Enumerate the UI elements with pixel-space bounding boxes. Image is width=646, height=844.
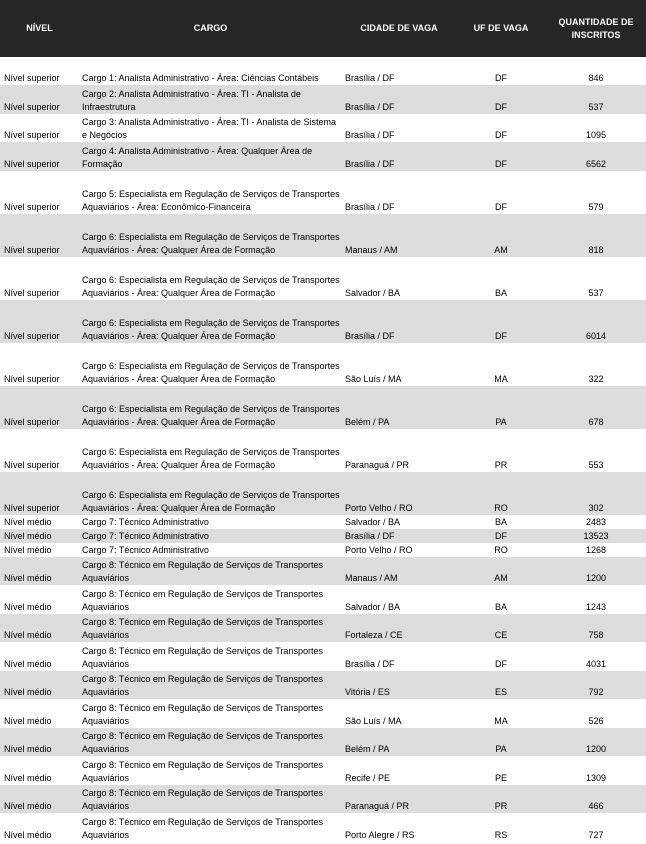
cell-cargo: Cargo 8: Técnico em Regulação de Serviços de Transportes Aquaviários — [79, 785, 342, 813]
cell-uf: DF — [456, 142, 546, 171]
cell-cargo: Cargo 7: Técnico Administrativo — [82, 517, 209, 527]
cell-cargo: Cargo 8: Técnico em Regulação de Serviços de Transportes Aquaviários — [82, 646, 323, 669]
header-nivel: NÍVEL — [0, 0, 79, 57]
cell-cargo: Cargo 6: Especialista em Regulação de Serviços de Transportes Aquaviários - Área: Qualquer Área de Formação — [79, 214, 342, 257]
table-row — [0, 57, 646, 85]
header-quantidade-line1: QUANTIDADE DE — [558, 16, 634, 27]
cell-quantidade: 526 — [588, 716, 604, 726]
cell-cidade: Paranaguá / PR — [342, 785, 456, 813]
cell-nivel: Nível superior — [4, 202, 60, 212]
cell-cidade: Brasília / DF — [342, 142, 456, 171]
cell-quantidade: 2483 — [585, 517, 607, 527]
table-row — [0, 699, 646, 728]
cell-cidade: Brasília / DF — [345, 202, 395, 212]
cell-quantidade: 1243 — [585, 602, 607, 612]
cell-nivel: Nível superior — [0, 214, 79, 257]
table-row — [0, 429, 646, 472]
cell-quantidade: 302 — [546, 472, 646, 515]
cell-cargo: Cargo 6: Especialista em Regulação de Serviços de Transportes Aquaviários - Área: Qualquer Área de Formação — [82, 275, 340, 298]
cell-quantidade: 4031 — [585, 659, 607, 669]
cell-cidade: Salvador / BA — [345, 517, 401, 527]
cell-uf: BA — [494, 288, 507, 298]
cell-nivel: Nível superior — [4, 288, 60, 298]
cell-nivel: Nível médio — [4, 545, 52, 555]
table-row — [0, 300, 646, 343]
cell-quantidade: 846 — [588, 73, 604, 83]
cell-uf: AM — [456, 214, 546, 257]
cell-uf: RO — [494, 545, 508, 555]
cell-quantidade: 322 — [588, 374, 604, 384]
header-uf: UF DE VAGA — [456, 0, 546, 57]
table-row — [0, 728, 646, 756]
table-row — [0, 614, 646, 642]
cell-uf: PA — [456, 728, 546, 756]
cell-uf: DF — [495, 202, 507, 212]
cell-uf: RO — [456, 472, 546, 515]
cell-nivel: Nível médio — [4, 830, 52, 840]
table-row — [0, 785, 646, 813]
cell-nivel: Nível superior — [0, 386, 79, 429]
cell-cargo: Cargo 8: Técnico em Regulação de Serviços de Transportes Aquaviários — [82, 703, 323, 726]
cell-uf: CE — [456, 614, 546, 642]
table-row — [0, 114, 646, 142]
cell-cidade: Brasília / DF — [342, 85, 456, 114]
table-row — [0, 214, 646, 257]
header-cargo: CARGO — [79, 0, 342, 57]
cell-cargo: Cargo 3: Analista Administrativo - Área: TI - Analista de Sistema e Negócios — [82, 117, 336, 140]
cell-cidade: Manaus / AM — [342, 557, 456, 585]
cell-nivel: Nível médio — [0, 785, 79, 813]
cell-quantidade: 553 — [588, 460, 604, 470]
table-row — [0, 386, 646, 429]
cell-cargo: Cargo 2: Analista Administrativo - Área: TI - Analista de Infraestrutura — [79, 85, 342, 114]
table-row — [0, 756, 646, 785]
table-row — [0, 543, 646, 557]
cell-cidade: Brasília / DF — [342, 529, 456, 543]
cell-quantidade: 792 — [546, 671, 646, 699]
cell-uf: AM — [456, 557, 546, 585]
cell-cidade: Belém / PA — [342, 386, 456, 429]
cell-quantidade: 727 — [588, 830, 604, 840]
table-row — [0, 585, 646, 614]
cell-nivel: Nível médio — [4, 602, 52, 612]
cell-nivel: Nível médio — [0, 614, 79, 642]
cell-cargo: Cargo 7: Técnico Administrativo — [79, 529, 342, 543]
cell-uf: DF — [495, 130, 507, 140]
cell-cargo: Cargo 8: Técnico em Regulação de Serviços de Transportes Aquaviários — [82, 760, 323, 783]
cell-cidade: São Luís / MA — [345, 374, 402, 384]
cell-uf: DF — [495, 73, 507, 83]
cell-cargo: Cargo 8: Técnico em Regulação de Serviços de Transportes Aquaviários — [82, 589, 323, 612]
cell-uf: ES — [456, 671, 546, 699]
cell-quantidade: 13523 — [546, 529, 646, 543]
cell-nivel: Nível superior — [4, 73, 60, 83]
table-row — [0, 171, 646, 214]
cell-cidade: Vitória / ES — [342, 671, 456, 699]
cell-quantidade: 1309 — [585, 773, 607, 783]
cell-uf: DF — [456, 529, 546, 543]
cell-cargo: Cargo 8: Técnico em Regulação de Serviços de Transportes Aquaviários — [79, 614, 342, 642]
cell-cargo: Cargo 8: Técnico em Regulação de Serviços de Transportes Aquaviários — [79, 557, 342, 585]
cell-cidade: Brasília / DF — [345, 659, 395, 669]
cell-cargo: Cargo 7: Técnico Administrativo — [82, 545, 209, 555]
table-row — [0, 142, 646, 171]
cell-cidade: Manaus / AM — [342, 214, 456, 257]
cell-quantidade: 466 — [546, 785, 646, 813]
cell-quantidade: 6014 — [546, 300, 646, 343]
cell-quantidade: 758 — [546, 614, 646, 642]
table-header-row — [0, 0, 646, 57]
cell-nivel: Nível médio — [4, 773, 52, 783]
cell-cargo: Cargo 5: Especialista em Regulação de Serviços de Transportes Aquaviários - Área: Econômico-Financeira — [82, 189, 340, 212]
cell-quantidade: 537 — [588, 288, 604, 298]
cell-quantidade: 1095 — [585, 130, 607, 140]
table-row — [0, 671, 646, 699]
table-row — [0, 557, 646, 585]
table-row — [0, 472, 646, 515]
cell-cidade: Belém / PA — [342, 728, 456, 756]
cell-uf: PE — [494, 773, 507, 783]
cell-uf: BA — [494, 602, 507, 612]
cell-cargo: Cargo 6: Especialista em Regulação de Serviços de Transportes Aquaviários - Área: Qualquer Área de Formação — [82, 447, 340, 470]
cell-nivel: Nível superior — [0, 142, 79, 171]
cell-cidade: Brasília / DF — [345, 73, 395, 83]
cell-quantidade: 1268 — [585, 545, 607, 555]
cell-uf: DF — [456, 300, 546, 343]
table-row — [0, 257, 646, 300]
cell-cidade: Paranaguá / PR — [345, 460, 410, 470]
cell-cargo: Cargo 8: Técnico em Regulação de Serviços de Transportes Aquaviários — [79, 728, 342, 756]
cell-cargo: Cargo 6: Especialista em Regulação de Serviços de Transportes Aquaviários - Área: Qualquer Área de Formação — [79, 300, 342, 343]
cell-quantidade: 678 — [546, 386, 646, 429]
cell-nivel: Nível superior — [4, 130, 60, 140]
cell-cidade: Recife / PE — [345, 773, 391, 783]
cell-nivel: Nível superior — [0, 85, 79, 114]
cell-nivel: Nível superior — [4, 374, 60, 384]
cell-nivel: Nível médio — [0, 671, 79, 699]
cell-cidade: Brasília / DF — [342, 300, 456, 343]
cell-quantidade: 818 — [546, 214, 646, 257]
cell-cidade: Salvador / BA — [345, 602, 401, 612]
cell-cargo: Cargo 6: Especialista em Regulação de Serviços de Transportes Aquaviários - Área: Qualquer Área de Formação — [82, 361, 340, 384]
cell-cargo: Cargo 1: Analista Administrativo - Área: Ciências Contábeis — [82, 73, 319, 83]
cell-quantidade: 537 — [546, 85, 646, 114]
table-row — [0, 515, 646, 529]
cell-uf: DF — [495, 659, 507, 669]
cell-cidade: Fortaleza / CE — [342, 614, 456, 642]
table-row — [0, 642, 646, 671]
header-quantidade-line2: INSCRITOS — [571, 29, 621, 40]
cell-quantidade: 1200 — [546, 557, 646, 585]
cell-nivel: Nível médio — [0, 529, 79, 543]
cell-cidade: São Luís / MA — [345, 716, 402, 726]
cell-cidade: Porto Alegre / RS — [345, 830, 415, 840]
cell-uf: PR — [494, 460, 508, 470]
cell-cargo: Cargo 6: Especialista em Regulação de Serviços de Transportes Aquaviários - Área: Qualquer Área de Formação — [79, 472, 342, 515]
cell-uf: MA — [494, 374, 508, 384]
cell-uf: MA — [494, 716, 508, 726]
cell-uf: PR — [456, 785, 546, 813]
cell-nivel: Nível médio — [0, 728, 79, 756]
cell-cargo: Cargo 8: Técnico em Regulação de Serviços de Transportes Aquaviários — [82, 817, 323, 840]
table-row — [0, 813, 646, 842]
cell-quantidade: 1200 — [546, 728, 646, 756]
cell-cidade: Brasília / DF — [345, 130, 395, 140]
cell-nivel: Nível superior — [0, 472, 79, 515]
cell-cidade: Salvador / BA — [345, 288, 401, 298]
cell-cidade: Porto Velho / RO — [342, 472, 456, 515]
cell-nivel: Nível médio — [4, 659, 52, 669]
cell-nivel: Nível médio — [4, 716, 52, 726]
cell-nivel: Nível médio — [0, 557, 79, 585]
cell-nivel: Nível superior — [0, 300, 79, 343]
table-row — [0, 85, 646, 114]
cell-cargo: Cargo 8: Técnico em Regulação de Serviços de Transportes Aquaviários — [79, 671, 342, 699]
cell-uf: DF — [456, 85, 546, 114]
header-quantidade — [546, 0, 646, 57]
header-cidade: CIDADE DE VAGA — [342, 0, 456, 57]
table-row — [0, 343, 646, 386]
table-row — [0, 529, 646, 543]
cell-cargo: Cargo 4: Analista Administrativo - Área: Qualquer Área de Formação — [79, 142, 342, 171]
cell-uf: PA — [456, 386, 546, 429]
cell-quantidade: 579 — [588, 202, 604, 212]
cell-uf: BA — [494, 517, 507, 527]
cell-cargo: Cargo 6: Especialista em Regulação de Serviços de Transportes Aquaviários - Área: Qualquer Área de Formação — [79, 386, 342, 429]
cell-cidade: Porto Velho / RO — [345, 545, 413, 555]
cell-nivel: Nível médio — [4, 517, 52, 527]
cell-quantidade: 6562 — [546, 142, 646, 171]
cell-nivel: Nível superior — [4, 460, 60, 470]
cell-uf: RS — [494, 830, 508, 840]
